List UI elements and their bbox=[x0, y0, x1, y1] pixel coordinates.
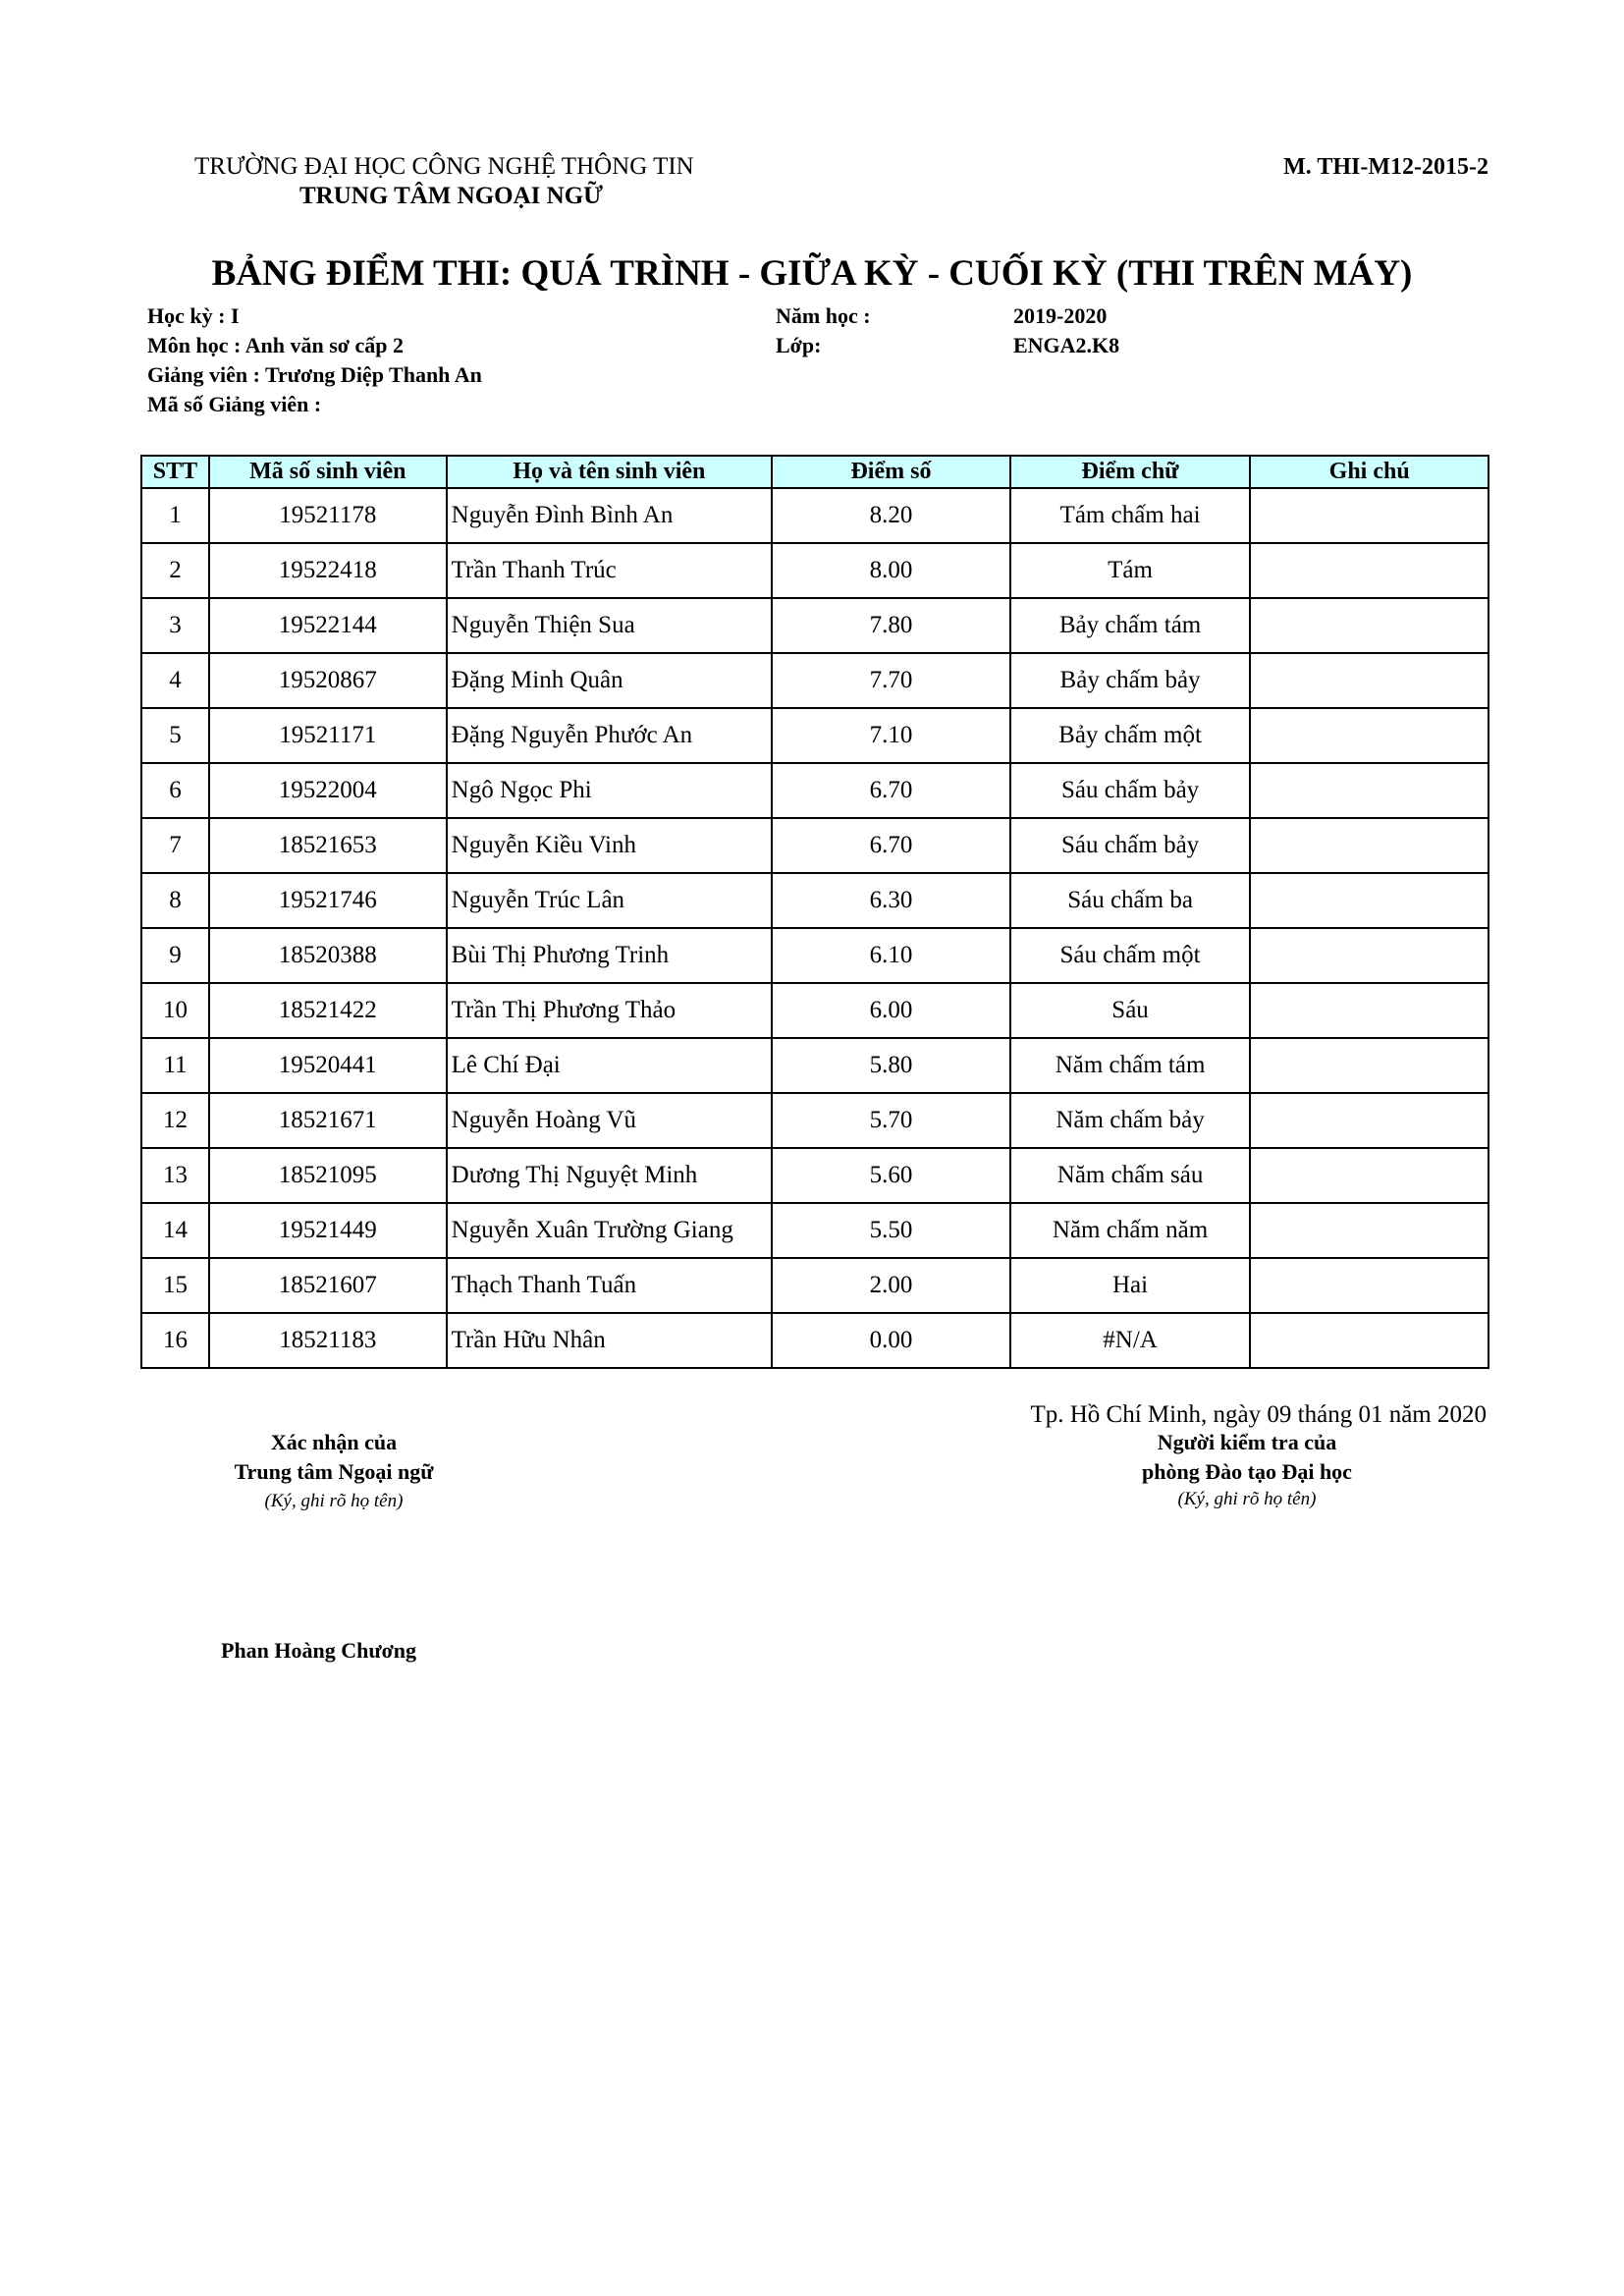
student-name-cell: Dương Thị Nguyệt Minh bbox=[447, 1148, 772, 1203]
student-id-cell: 19521746 bbox=[209, 873, 447, 928]
year-value: 2019-2020 bbox=[1013, 303, 1108, 328]
note-cell bbox=[1250, 983, 1489, 1038]
score-cell: 5.50 bbox=[772, 1203, 1010, 1258]
student-id-cell: 19522004 bbox=[209, 763, 447, 818]
student-name-cell: Trần Thanh Trúc bbox=[447, 543, 772, 598]
student-id-cell: 19521178 bbox=[209, 488, 447, 543]
stt-cell: 15 bbox=[141, 1258, 209, 1313]
center-name: TRUNG TÂM NGOẠI NGỮ bbox=[299, 183, 604, 209]
note-cell bbox=[1250, 543, 1489, 598]
stt-cell: 6 bbox=[141, 763, 209, 818]
table-row bbox=[141, 763, 1489, 818]
score-words-cell: #N/A bbox=[1010, 1313, 1251, 1368]
stt-cell: 3 bbox=[141, 598, 209, 653]
student-name-cell: Thạch Thanh Tuấn bbox=[447, 1258, 772, 1313]
score-cell: 8.00 bbox=[772, 543, 1010, 598]
student-id-cell: 19522144 bbox=[209, 598, 447, 653]
right-signature-org: phòng Đào tạo Đại học bbox=[1142, 1459, 1352, 1484]
stt-cell: 5 bbox=[141, 708, 209, 763]
table-row bbox=[141, 488, 1489, 543]
score-cell: 6.00 bbox=[772, 983, 1010, 1038]
score-words-cell: Bảy chấm tám bbox=[1010, 598, 1251, 653]
left-signature-note: (Ký, ghi rõ họ tên) bbox=[264, 1491, 404, 1511]
grades-table bbox=[140, 455, 1489, 1369]
note-cell bbox=[1250, 598, 1489, 653]
stt-cell: 14 bbox=[141, 1203, 209, 1258]
student-name-cell: Trần Hữu Nhân bbox=[447, 1313, 772, 1368]
signing-date: Tp. Hồ Chí Minh, ngày 09 tháng 01 năm 2020 bbox=[1030, 1401, 1487, 1428]
student-id-cell: 18521607 bbox=[209, 1258, 447, 1313]
student-name-cell: Nguyễn Đình Bình An bbox=[447, 488, 772, 543]
table-row bbox=[141, 708, 1489, 763]
table-row bbox=[141, 1093, 1489, 1148]
student-name-cell: Đặng Nguyễn Phước An bbox=[447, 708, 772, 763]
table-row bbox=[141, 598, 1489, 653]
score-cell: 0.00 bbox=[772, 1313, 1010, 1368]
column-header: STT bbox=[141, 456, 209, 488]
score-words-cell: Tám bbox=[1010, 543, 1251, 598]
score-words-cell: Năm chấm sáu bbox=[1010, 1148, 1251, 1203]
note-cell bbox=[1250, 1038, 1489, 1093]
score-cell: 7.10 bbox=[772, 708, 1010, 763]
note-cell bbox=[1250, 1258, 1489, 1313]
score-words-cell: Năm chấm tám bbox=[1010, 1038, 1251, 1093]
note-cell bbox=[1250, 488, 1489, 543]
score-words-cell: Sáu chấm bảy bbox=[1010, 763, 1251, 818]
student-name-cell: Bùi Thị Phương Trinh bbox=[447, 928, 772, 983]
score-cell: 6.30 bbox=[772, 873, 1010, 928]
score-cell: 7.80 bbox=[772, 598, 1010, 653]
column-header: Ghi chú bbox=[1250, 456, 1489, 488]
score-words-cell: Bảy chấm bảy bbox=[1010, 653, 1251, 708]
left-signature-org: Trung tâm Ngoại ngữ bbox=[234, 1459, 434, 1484]
score-cell: 6.70 bbox=[772, 818, 1010, 873]
student-name-cell: Đặng Minh Quân bbox=[447, 653, 772, 708]
student-id-cell: 19521449 bbox=[209, 1203, 447, 1258]
student-id-cell: 19520441 bbox=[209, 1038, 447, 1093]
table-row bbox=[141, 1148, 1489, 1203]
column-header: Điểm chữ bbox=[1010, 456, 1251, 488]
note-cell bbox=[1250, 763, 1489, 818]
student-name-cell: Nguyễn Xuân Trường Giang bbox=[447, 1203, 772, 1258]
student-id-cell: 18521653 bbox=[209, 818, 447, 873]
table-row bbox=[141, 983, 1489, 1038]
stt-cell: 4 bbox=[141, 653, 209, 708]
student-name-cell: Nguyễn Thiện Sua bbox=[447, 598, 772, 653]
column-header: Họ và tên sinh viên bbox=[447, 456, 772, 488]
table-row bbox=[141, 1038, 1489, 1093]
score-cell: 5.70 bbox=[772, 1093, 1010, 1148]
signer-name: Phan Hoàng Chương bbox=[221, 1638, 416, 1663]
school-name: TRƯỜNG ĐẠI HỌC CÔNG NGHỆ THÔNG TIN bbox=[194, 153, 694, 180]
form-code: M. THI-M12-2015-2 bbox=[1283, 154, 1489, 180]
table-row bbox=[141, 543, 1489, 598]
student-name-cell: Nguyễn Kiều Vinh bbox=[447, 818, 772, 873]
student-id-cell: 19522418 bbox=[209, 543, 447, 598]
stt-cell: 9 bbox=[141, 928, 209, 983]
stt-cell: 12 bbox=[141, 1093, 209, 1148]
score-cell: 5.80 bbox=[772, 1038, 1010, 1093]
subject-label: Môn học : Anh văn sơ cấp 2 bbox=[147, 333, 404, 357]
right-signature-title: Người kiểm tra của bbox=[1157, 1430, 1337, 1454]
note-cell bbox=[1250, 1148, 1489, 1203]
score-words-cell: Năm chấm năm bbox=[1010, 1203, 1251, 1258]
student-name-cell: Trần Thị Phương Thảo bbox=[447, 983, 772, 1038]
student-name-cell: Lê Chí Đại bbox=[447, 1038, 772, 1093]
score-words-cell: Bảy chấm một bbox=[1010, 708, 1251, 763]
score-words-cell: Sáu chấm một bbox=[1010, 928, 1251, 983]
note-cell bbox=[1250, 1203, 1489, 1258]
student-name-cell: Ngô Ngọc Phi bbox=[447, 763, 772, 818]
table-header-row bbox=[141, 456, 1489, 488]
note-cell bbox=[1250, 708, 1489, 763]
stt-cell: 10 bbox=[141, 983, 209, 1038]
score-cell: 6.10 bbox=[772, 928, 1010, 983]
student-id-cell: 18520388 bbox=[209, 928, 447, 983]
left-signature-title: Xác nhận của bbox=[270, 1430, 398, 1454]
score-words-cell: Sáu chấm bảy bbox=[1010, 818, 1251, 873]
stt-cell: 7 bbox=[141, 818, 209, 873]
note-cell bbox=[1250, 818, 1489, 873]
score-words-cell: Tám chấm hai bbox=[1010, 488, 1251, 543]
page-title: BẢNG ĐIỂM THI: QUÁ TRÌNH - GIỮA KỲ - CUỐI KỲ (THI TRÊN MÁY) bbox=[211, 253, 1413, 294]
score-words-cell: Sáu chấm ba bbox=[1010, 873, 1251, 928]
score-cell: 6.70 bbox=[772, 763, 1010, 818]
table-row bbox=[141, 653, 1489, 708]
lecturer-label: Giảng viên : Trương Diệp Thanh An bbox=[147, 362, 482, 387]
table-row bbox=[141, 873, 1489, 928]
student-name-cell: Nguyễn Trúc Lân bbox=[447, 873, 772, 928]
student-id-cell: 19520867 bbox=[209, 653, 447, 708]
table-row bbox=[141, 1258, 1489, 1313]
note-cell bbox=[1250, 1313, 1489, 1368]
column-header: Điểm số bbox=[772, 456, 1010, 488]
student-id-cell: 19521171 bbox=[209, 708, 447, 763]
score-words-cell: Năm chấm bảy bbox=[1010, 1093, 1251, 1148]
student-name-cell: Nguyễn Hoàng Vũ bbox=[447, 1093, 772, 1148]
semester-label: Học kỳ : I bbox=[147, 303, 240, 328]
stt-cell: 16 bbox=[141, 1313, 209, 1368]
student-id-cell: 18521095 bbox=[209, 1148, 447, 1203]
lecturer-id-label: Mã số Giảng viên : bbox=[147, 392, 322, 416]
score-words-cell: Sáu bbox=[1010, 983, 1251, 1038]
column-header: Mã số sinh viên bbox=[209, 456, 447, 488]
stt-cell: 8 bbox=[141, 873, 209, 928]
table-row bbox=[141, 1313, 1489, 1368]
table-row bbox=[141, 818, 1489, 873]
score-cell: 5.60 bbox=[772, 1148, 1010, 1203]
stt-cell: 1 bbox=[141, 488, 209, 543]
class-label: Lớp: bbox=[776, 333, 822, 357]
table-row bbox=[141, 928, 1489, 983]
score-cell: 8.20 bbox=[772, 488, 1010, 543]
stt-cell: 2 bbox=[141, 543, 209, 598]
student-id-cell: 18521422 bbox=[209, 983, 447, 1038]
score-words-cell: Hai bbox=[1010, 1258, 1251, 1313]
stt-cell: 11 bbox=[141, 1038, 209, 1093]
score-cell: 2.00 bbox=[772, 1258, 1010, 1313]
note-cell bbox=[1250, 928, 1489, 983]
year-label: Năm học : bbox=[776, 303, 871, 328]
student-id-cell: 18521671 bbox=[209, 1093, 447, 1148]
note-cell bbox=[1250, 1093, 1489, 1148]
student-id-cell: 18521183 bbox=[209, 1313, 447, 1368]
note-cell bbox=[1250, 873, 1489, 928]
note-cell bbox=[1250, 653, 1489, 708]
stt-cell: 13 bbox=[141, 1148, 209, 1203]
score-cell: 7.70 bbox=[772, 653, 1010, 708]
class-value: ENGA2.K8 bbox=[1013, 333, 1120, 357]
table-row bbox=[141, 1203, 1489, 1258]
right-signature-note: (Ký, ghi rõ họ tên) bbox=[1177, 1489, 1317, 1509]
